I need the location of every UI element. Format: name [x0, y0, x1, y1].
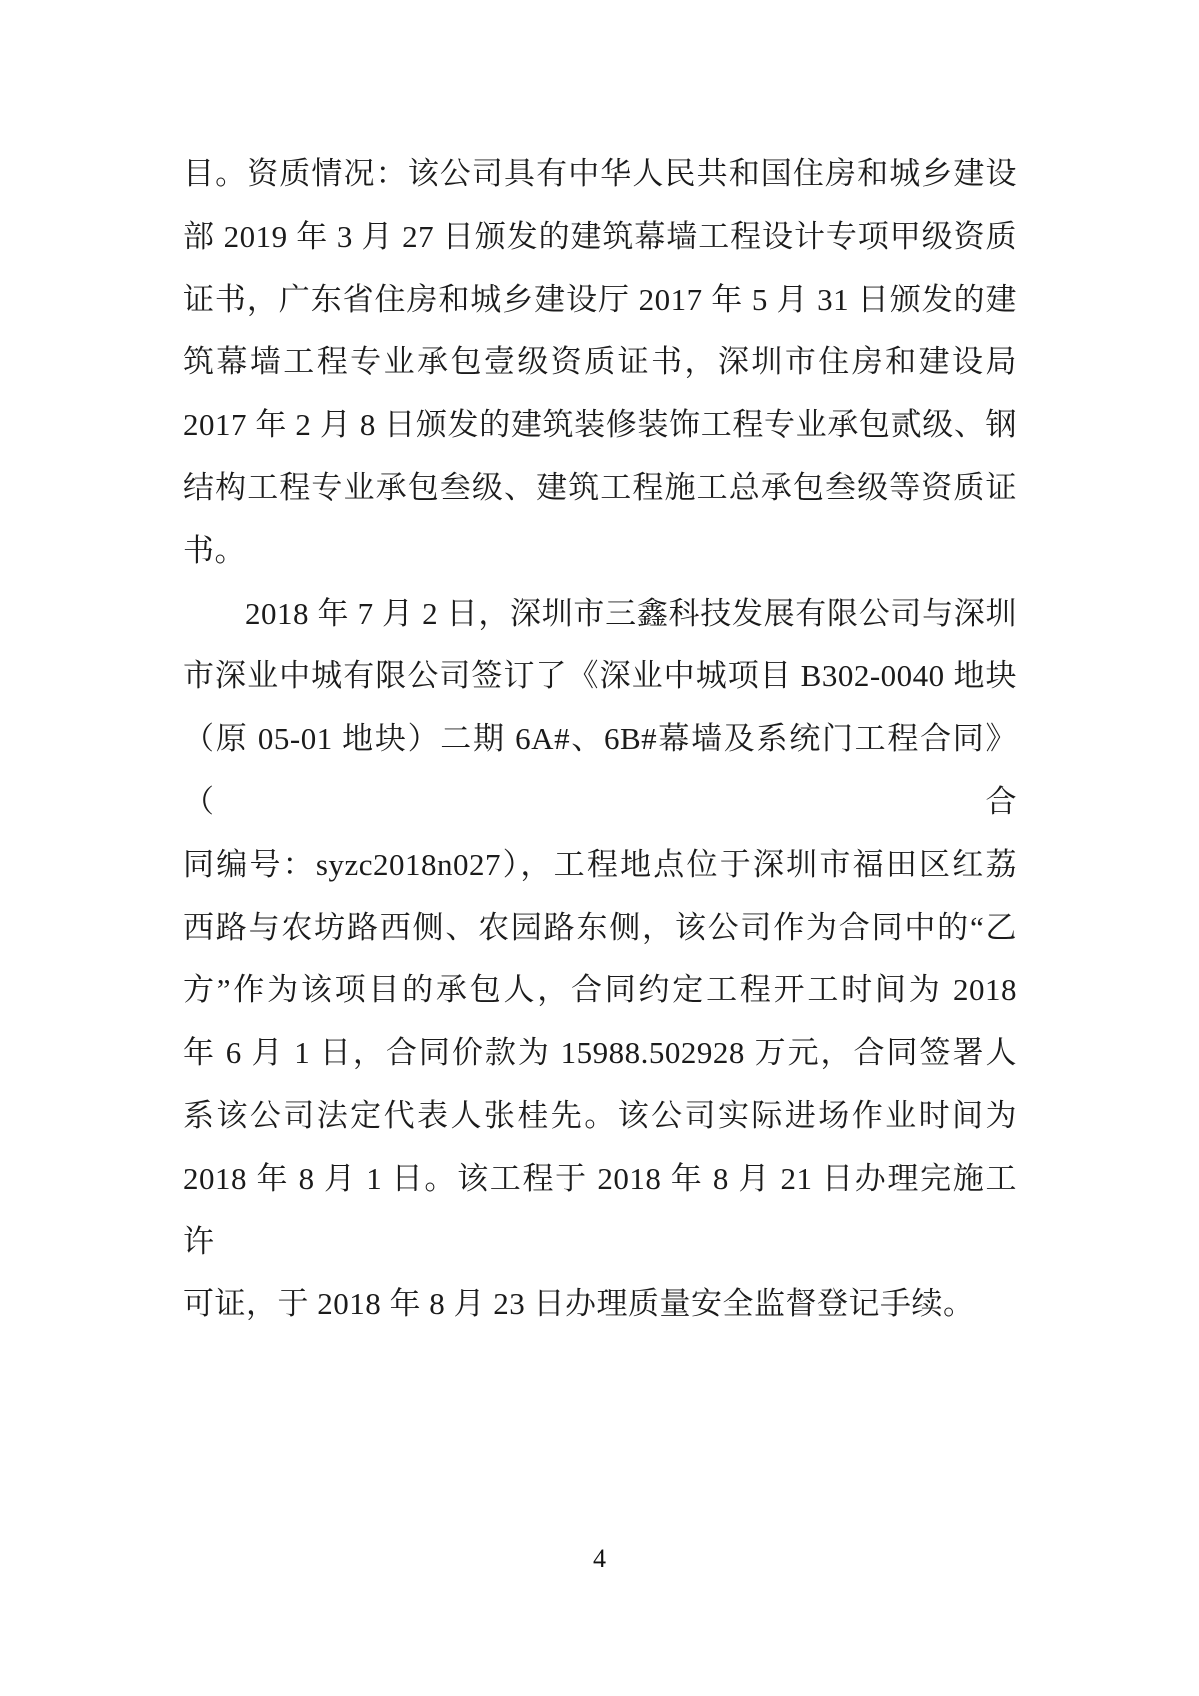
text-line: 2018 年 7 月 2 日，深圳市三鑫科技发展有限公司与深圳 [245, 595, 1017, 631]
text-line: 方”作为该项目的承包人，合同约定工程开工时间为 2018 [183, 972, 1017, 1008]
text-line: （原 05-01 地块）二期 6A#、6B#幕墙及系统门工程合同》（合 [183, 721, 1017, 819]
text-line: 可证，于 2018 年 8 月 23 日办理质量安全监督登记手续。 [183, 1286, 975, 1322]
paragraph-contract [183, 583, 1017, 1337]
page-number: 4 [593, 1544, 606, 1573]
text-line: 目。资质情况：该公司具有中华人民共和国住房和城乡建设 [183, 156, 1017, 191]
text-line: 证书，广东省住房和城乡建设厅 2017 年 5 月 31 日颁发的建 [183, 281, 1017, 317]
text-line: 年 6 月 1 日，合同价款为 15988.502928 万元，合同签署人 [183, 1035, 1017, 1071]
text-line: 2017 年 2 月 8 日颁发的建筑装修装饰工程专业承包贰级、钢 [183, 407, 1017, 443]
document-body [183, 143, 1017, 1336]
text-line: 结构工程专业承包叁级、建筑工程施工总承包叁级等资质证 [183, 469, 1017, 505]
text-line: 系该公司法定代表人张桂先。该公司实际进场作业时间为 [183, 1097, 1017, 1133]
text-line: 同编号：syzc2018n027），工程地点位于深圳市福田区红荔 [183, 846, 1017, 882]
text-line: 部 2019 年 3 月 27 日颁发的建筑幕墙工程设计专项甲级资质 [183, 218, 1017, 254]
paragraph-qualifications [183, 143, 1017, 583]
text-line: 书。 [183, 532, 246, 568]
text-line: 市深业中城有限公司签订了《深业中城项目 B302-0040 地块 [183, 658, 1017, 694]
text-line: 西路与农坊路西侧、农园路东侧，该公司作为合同中的“乙 [183, 909, 1017, 945]
text-line: 筑幕墙工程专业承包壹级资质证书，深圳市住房和建设局 [183, 344, 1017, 380]
text-line: 2018 年 8 月 1 日。该工程于 2018 年 8 月 21 日办理完施工许 [183, 1160, 1017, 1259]
